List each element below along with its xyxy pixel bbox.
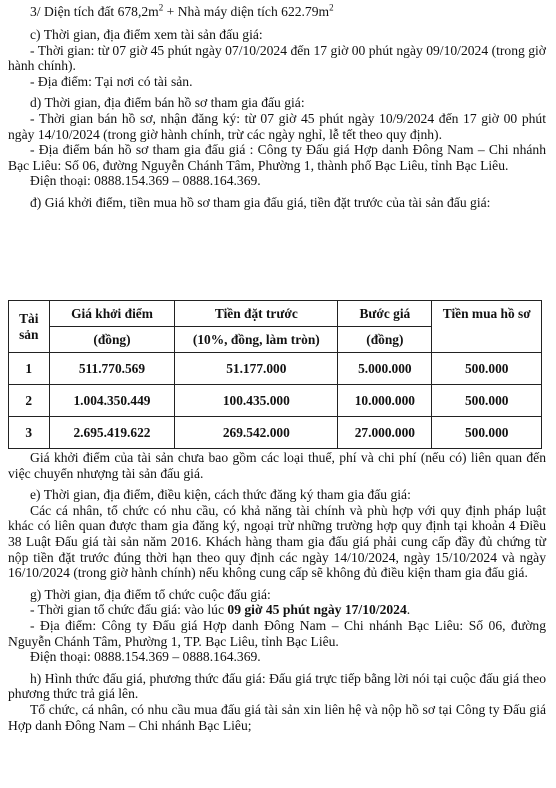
cell-asset: 1 xyxy=(9,353,50,385)
cell-step: 5.000.000 xyxy=(338,353,432,385)
cell-start-price: 2.695.419.622 xyxy=(49,417,175,449)
header-dossier-fee: Tiền mua hồ sơ xyxy=(432,301,542,353)
cell-deposit: 269.542.000 xyxy=(175,417,338,449)
section-g-place: - Địa điểm: Công ty Đấu giá Hợp danh Đông Nam – Chi nhánh Bạc Liêu: Số 06, đường Nguyễn Chánh Tâm, Phường 1, TP. Bạc Liêu, tỉnh Bạc Liêu. xyxy=(8,617,546,649)
header-step: Bước giá xyxy=(338,301,432,327)
section-h-heading: h) Hình thức đấu giá, phương thức đấu giá: Đấu giá trực tiếp bằng lời nói tại cuộc đấu giá theo phương thức trả giá lên. xyxy=(8,670,546,702)
section-e-heading: e) Thời gian, địa điểm, điều kiện, cách thức đăng ký tham gia đấu giá: xyxy=(30,487,411,503)
cell-asset: 2 xyxy=(9,385,50,417)
header-step-unit: (đồng) xyxy=(338,327,432,353)
table-row xyxy=(9,385,542,417)
header-start-price: Giá khởi điểm xyxy=(49,301,175,327)
cell-step: 27.000.000 xyxy=(338,417,432,449)
section-g-time: - Thời gian tổ chức đấu giá: vào lúc 09 giờ 45 phút ngày 17/10/2024. xyxy=(30,602,411,618)
section-d-time: - Thời gian bán hồ sơ, nhận đăng ký: từ 07 giờ 45 phút ngày 10/9/2024 đến 17 giờ 00 phút ngày 14/10/2024 (trong giờ hành chính, trừ các ngày nghỉ, lễ tết theo quy định). xyxy=(8,110,546,142)
area-line: 3/ Diện tích đất $678,2m^2$ + Nhà máy diện tích $622.79m^2$ xyxy=(30,2,334,19)
section-c-heading: c) Thời gian, địa điểm xem tài sản đấu giá: xyxy=(30,27,263,42)
section-g-phone: Điện thoại: 0888.154.369 – 0888.164.369. xyxy=(30,649,261,665)
section-d-phone: Điện thoại: 0888.154.369 – 0888.164.369. xyxy=(30,173,261,189)
section-g-heading: g) Thời gian, địa điểm tổ chức cuộc đấu giá: xyxy=(30,586,271,602)
header-asset: Tài sản xyxy=(9,301,50,353)
auction-datetime: 09 giờ 45 phút ngày 17/10/2024 xyxy=(227,602,407,618)
cell-dossier-fee: 500.000 xyxy=(432,417,542,449)
price-note: Giá khởi điểm của tài sản chưa bao gồm các loại thuế, phí và chi phí (nếu có) liên quan đến việc chuyển nhượng tài sản đấu giá. xyxy=(8,450,546,481)
cell-dossier-fee: 500.000 xyxy=(432,353,542,385)
section-d-heading: d) Thời gian, địa điểm bán hồ sơ tham gia đấu giá: xyxy=(30,95,305,111)
header-deposit-unit: (10%, đồng, làm tròn) xyxy=(175,327,338,353)
table-header-row xyxy=(9,301,542,327)
cell-deposit: 100.435.000 xyxy=(175,385,338,417)
section-e-body: Các cá nhân, tổ chức có nhu cầu, có khả năng tài chính và phù hợp với quy định pháp luật khác có liên quan được tham gia đăng ký, ngoại trừ những trường hợp quy định tại khoản 4 Điều 38 Luật Đấu giá tài sản năm 2016. Khách hàng tham gia đấu giá phải cung cấp đầy đủ chứng từ nộp tiền đặt trước đúng thời hạn theo quy định các ngày 14/10/2024, ngày 15/10/2024 và ngày 16/10/2024 (trong giờ hành chính) nếu không cung cấp sẽ không đủ điều kiện tham gia đấu giá. xyxy=(8,502,546,581)
section-h-body: Tổ chức, cá nhân, có nhu cầu mua đấu giá tài sản xin liên hệ và nộp hồ sơ tại Công ty Đấu giá Hợp danh Đông Nam – Chi nhánh Bạc Liêu; xyxy=(8,701,546,733)
fee-table xyxy=(8,300,542,449)
cell-deposit: 51.177.000 xyxy=(175,353,338,385)
section-c-place: - Địa điểm: Tại nơi có tài sản. xyxy=(30,73,193,89)
cell-dossier-fee: 500.000 xyxy=(432,385,542,417)
section-c-time: - Thời gian: từ 07 giờ 45 phút ngày 07/10/2024 đến 17 giờ 00 phút ngày 09/10/2024 (trong giờ hành chính). xyxy=(8,42,546,74)
header-deposit: Tiền đặt trước xyxy=(175,301,338,327)
header-start-price-unit: (đồng) xyxy=(49,327,175,353)
section-d-place: - Địa điểm bán hồ sơ tham gia đấu giá : Công ty Đấu giá Hợp danh Đông Nam – Chi nhánh Bạc Liêu: Số 06, đường Nguyễn Chánh Tâm, Phường 1, thành phố Bạc Liêu, tỉnh Bạc Liêu. xyxy=(8,142,546,173)
section-dd-heading: đ) Giá khởi điểm, tiền mua hồ sơ tham gia đấu giá, tiền đặt trước của tài sản đấu giá: xyxy=(30,194,491,210)
cell-step: 10.000.000 xyxy=(338,385,432,417)
table-row xyxy=(9,417,542,449)
cell-start-price: 1.004.350.449 xyxy=(49,385,175,417)
cell-asset: 3 xyxy=(9,417,50,449)
cell-start-price: 511.770.569 xyxy=(49,353,175,385)
table-row xyxy=(9,353,542,385)
